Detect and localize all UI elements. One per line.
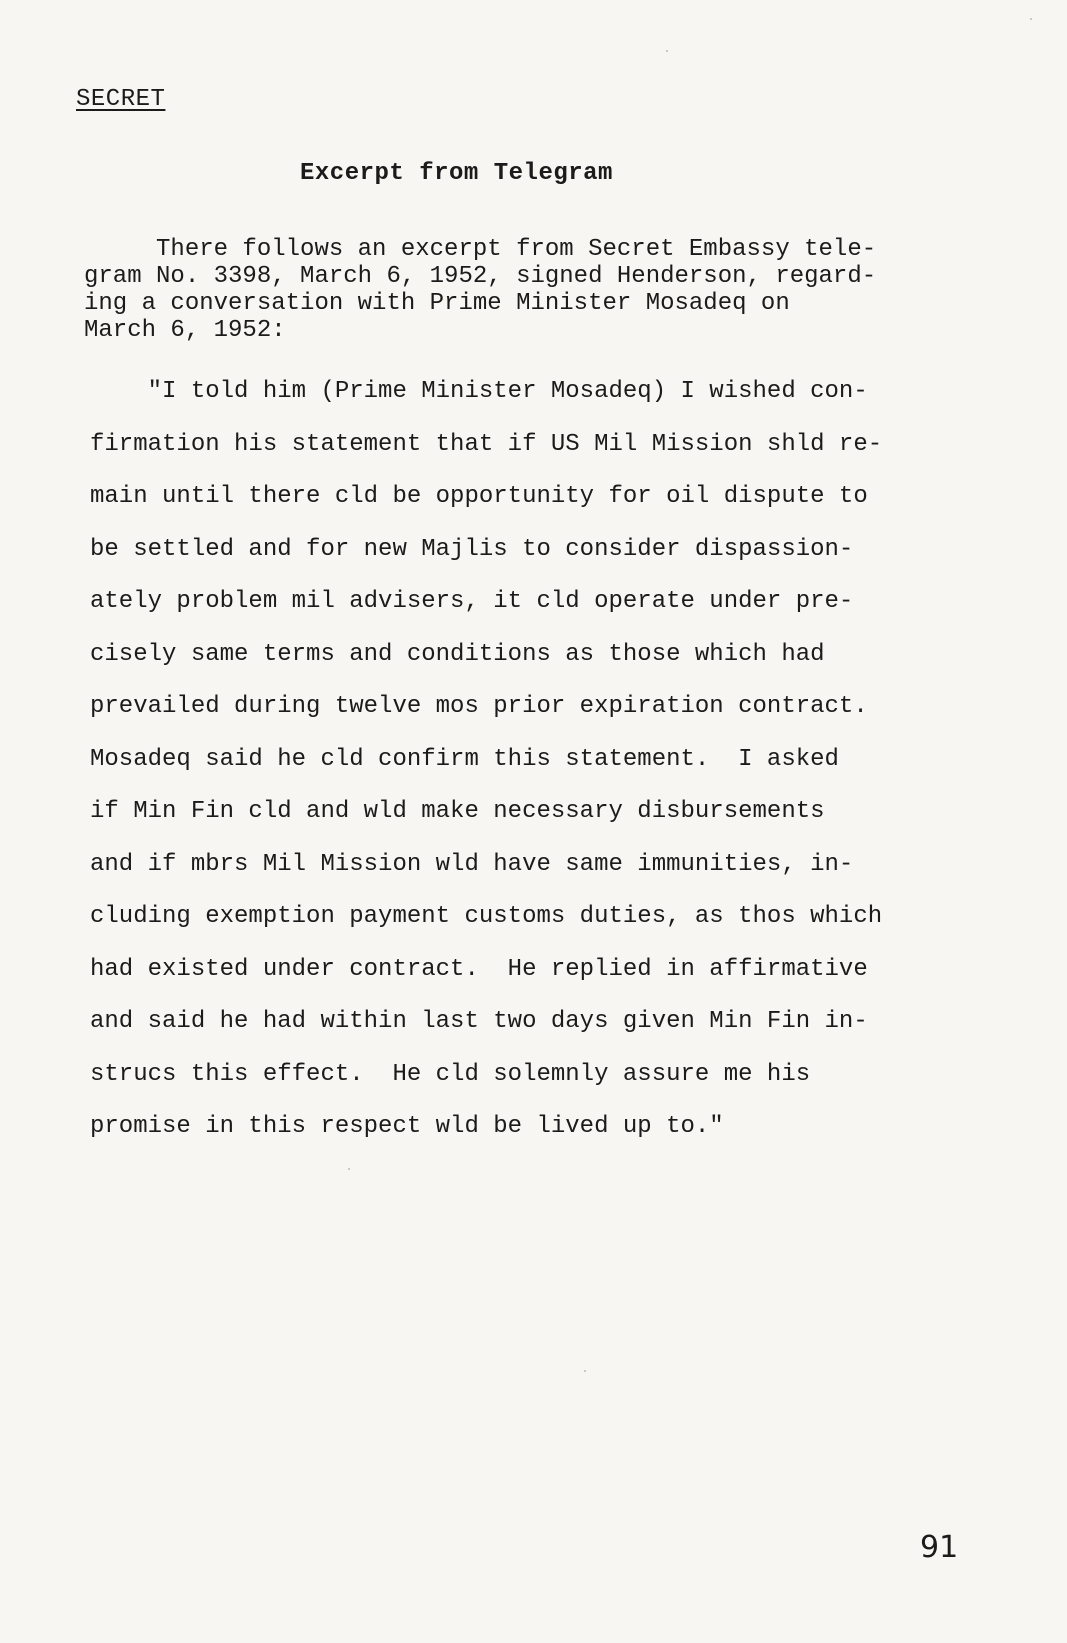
quote-line: and if mbrs Mil Mission wld have same immunities, in- xyxy=(90,850,854,878)
quote-line: prevailed during twelve mos prior expiration contract. xyxy=(90,693,868,720)
document-title: Excerpt from Telegram xyxy=(300,160,613,187)
quote-line: cisely same terms and conditions as those which had xyxy=(90,640,825,668)
quoted-telegram-text xyxy=(90,366,990,1154)
intro-line: There follows an excerpt from Secret Embassy tele- xyxy=(84,236,877,263)
quote-line: ately problem mil advisers, it cld operate under pre- xyxy=(90,588,854,615)
quote-line: and said he had within last two days given Min Fin in- xyxy=(90,1008,868,1035)
scan-speck xyxy=(584,1370,586,1372)
page-number: 91 xyxy=(920,1530,959,1565)
quote-line: "I told him (Prime Minister Mosadeq) I wished con- xyxy=(90,378,868,405)
quote-line: Mosadeq said he cld confirm this statement. I asked xyxy=(90,745,839,773)
classification-marking: SECRET xyxy=(76,86,166,113)
intro-paragraph xyxy=(84,236,984,344)
intro-line: gram No. 3398, March 6, 1952, signed Henderson, regard- xyxy=(84,263,877,290)
intro-line: March 6, 1952: xyxy=(84,317,286,344)
scan-speck xyxy=(1030,18,1032,20)
quote-line: be settled and for new Majlis to consider dispassion- xyxy=(90,535,854,563)
quote-line: had existed under contract. He replied in affirmative xyxy=(90,955,868,983)
quote-line: promise in this respect wld be lived up to." xyxy=(90,1113,724,1140)
quote-line: strucs this effect. He cld solemnly assure me his xyxy=(90,1060,811,1088)
quote-line: firmation his statement that if US Mil Mission shld re- xyxy=(90,430,883,458)
quote-line: if Min Fin cld and wld make necessary disbursements xyxy=(90,798,825,825)
scan-speck xyxy=(666,50,668,52)
quote-line: main until there cld be opportunity for oil dispute to xyxy=(90,483,868,510)
quote-line: cluding exemption payment customs duties, as thos which xyxy=(90,903,883,930)
intro-line: ing a conversation with Prime Minister Mosadeq on xyxy=(84,290,790,317)
scan-speck xyxy=(348,1168,350,1170)
